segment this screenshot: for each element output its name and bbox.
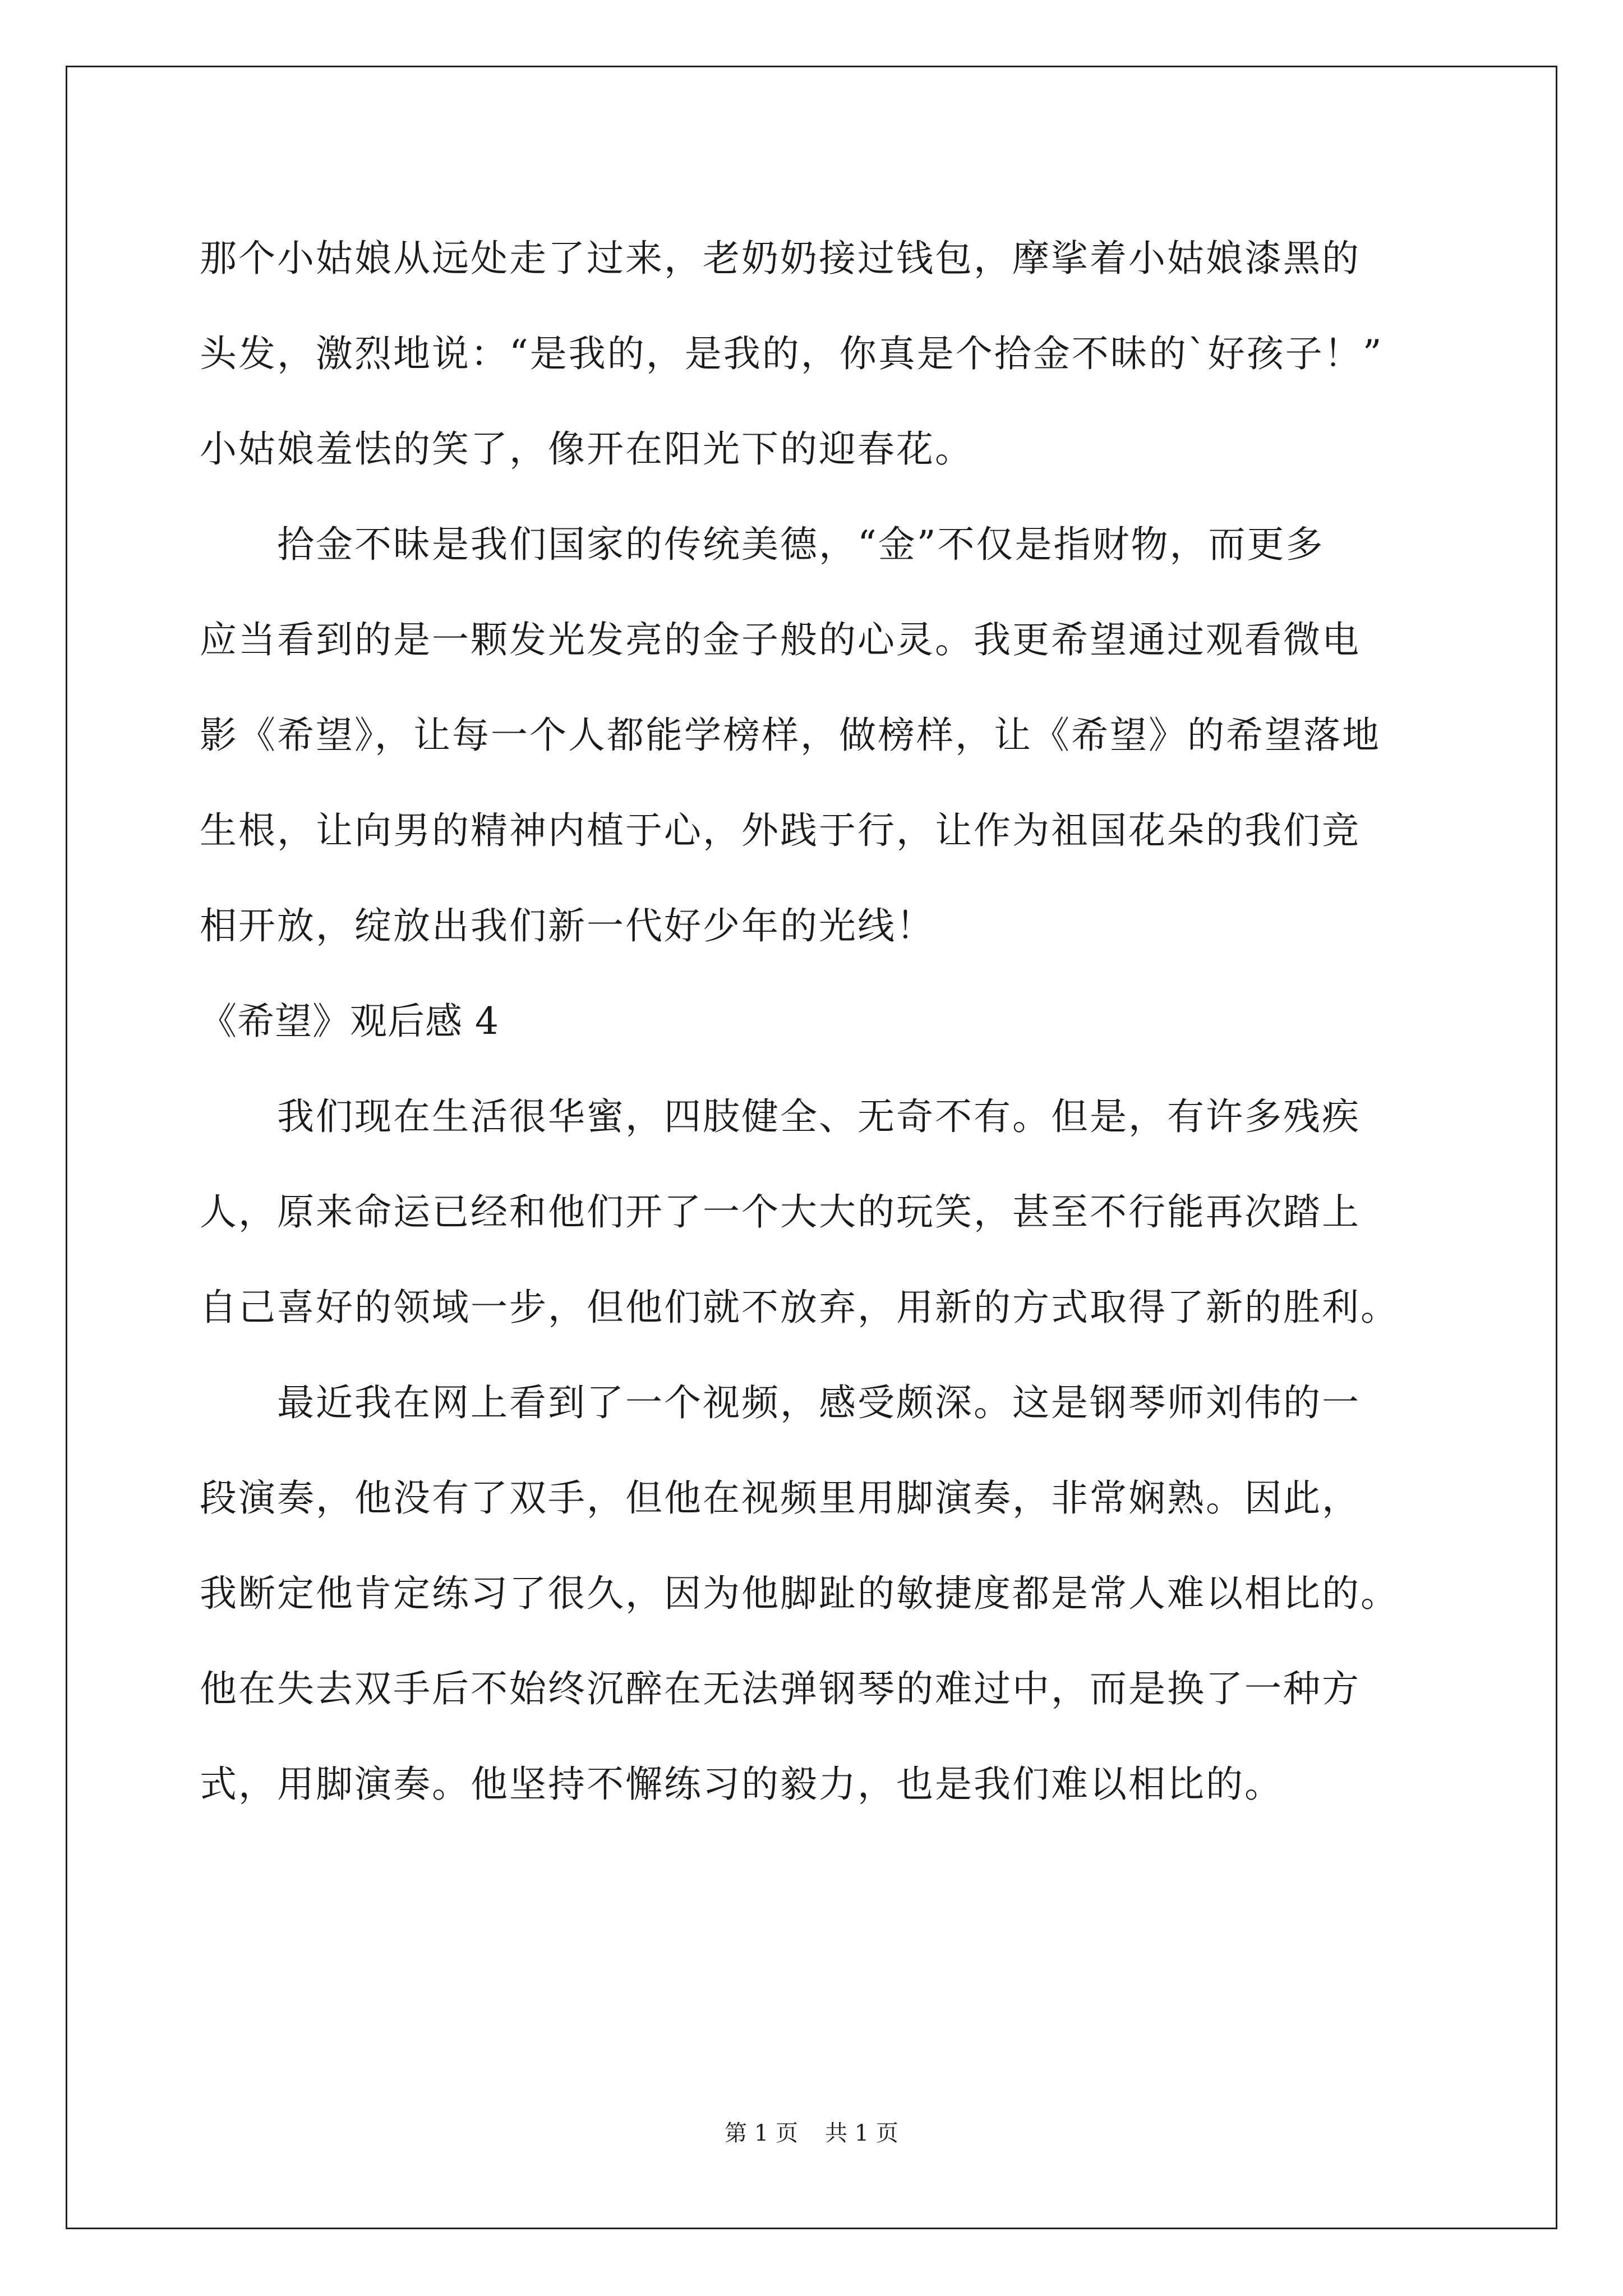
text-line: 生根，让向男的精神内植于心，外践于行，让作为祖国花朵的我们竞 [200, 809, 1361, 852]
text-line: 相开放，绽放出我们新一代好少年的光线！ [200, 904, 935, 947]
text-line: 影《希望》，让每一个人都能学榜样，做榜样，让《希望》的希望落地 [200, 714, 1381, 757]
text-line: 拾金不昧是我们国家的传统美德，“金”不仅是指财物，而更多 [200, 523, 1325, 566]
page-footer [0, 2119, 1623, 2147]
page-total: 共 1 页 [825, 2120, 898, 2146]
page-number: 第 1 页 [725, 2120, 798, 2146]
text-line: 头发，激烈地说：“是我的，是我的，你真是个拾金不昧的`好孩子！” [200, 332, 1384, 375]
text-line: 式，用脚演奏。他坚持不懈练习的毅力，也是我们难以相比的。 [200, 1763, 1283, 1806]
text-line: 我断定他肯定练习了很久，因为他脚趾的敏捷度都是常人难以相比的。 [200, 1572, 1399, 1615]
text-line: 最近我在网上看到了一个视频，感受颇深。这是钢琴师刘伟的一 [200, 1381, 1361, 1424]
text-line: 应当看到的是一颗发光发亮的金子般的心灵。我更希望通过观看微电 [200, 618, 1361, 661]
section-heading: 《希望》观后感 4 [200, 1000, 499, 1043]
text-line: 那个小姑娘从远处走了过来，老奶奶接过钱包，摩挲着小姑娘漆黑的 [200, 237, 1361, 280]
document-body [200, 211, 1433, 1832]
text-line: 人，原来命运已经和他们开了一个大大的玩笑，甚至不行能再次踏上 [200, 1190, 1361, 1234]
text-line: 小姑娘羞怯的笑了，像开在阳光下的迎春花。 [200, 427, 974, 471]
text-line: 我们现在生活很华蜜，四肢健全、无奇不有。但是，有许多残疾 [200, 1095, 1361, 1138]
text-line: 段演奏，他没有了双手，但他在视频里用脚演奏，非常娴熟。因此， [200, 1476, 1361, 1520]
text-line: 自己喜好的领域一步，但他们就不放弃，用新的方式取得了新的胜利。 [200, 1286, 1399, 1329]
text-line: 他在失去双手后不始终沉醉在无法弹钢琴的难过中，而是换了一种方 [200, 1667, 1361, 1710]
